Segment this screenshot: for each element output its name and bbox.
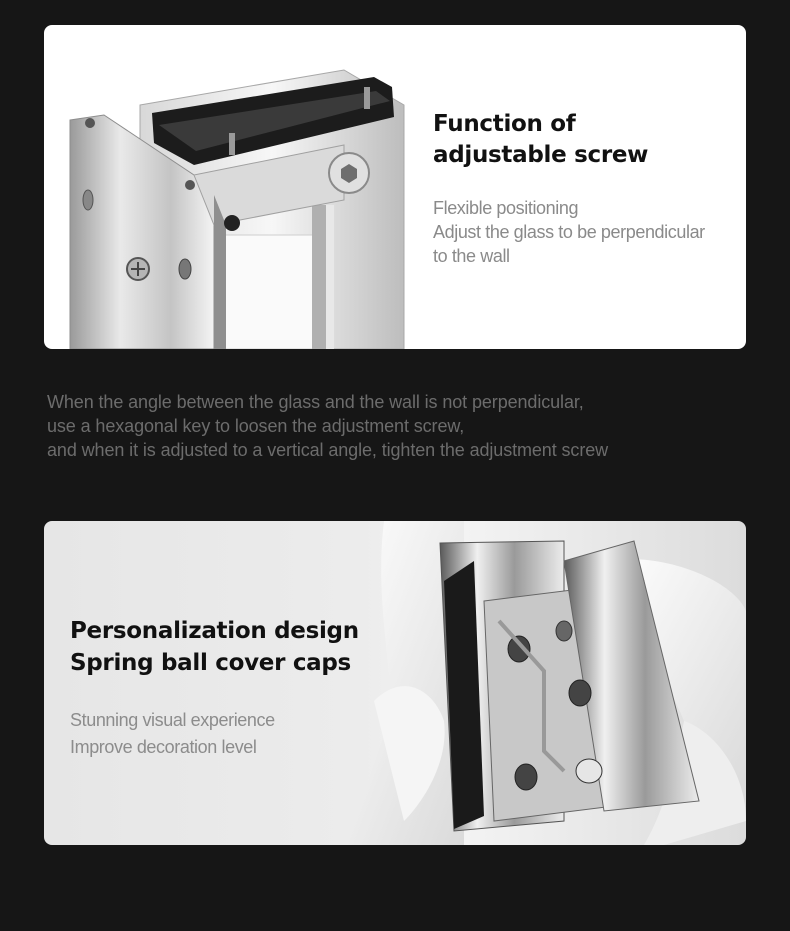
section2-title-line-1: Personalization design [70,618,359,644]
section1-description [433,196,705,268]
feature-card-spring-ball-caps [44,521,746,845]
section1-sub-line-3: to the wall [433,246,510,266]
section2-sub-line-1: Stunning visual experience [70,710,275,730]
section2-sub-line-2: Improve decoration level [70,737,257,757]
instruction-line-1: When the angle between the glass and the wall is not perpendicular, [47,392,584,412]
section1-sub-line-2: Adjust the glass to be perpendicular [433,222,705,242]
section1-title-line-1: Function of [433,111,576,137]
hinge-clamp-product-image [44,25,746,349]
adjustment-instructions [47,390,747,462]
feature-card-adjustable-screw [44,25,746,349]
section1-title [433,109,648,171]
section1-title-line-2: adjustable screw [433,142,649,168]
section2-title-line-2: Spring ball cover caps [70,650,351,676]
section2-description [70,707,275,761]
section1-sub-line-1: Flexible positioning [433,198,579,218]
instruction-line-2: use a hexagonal key to loosen the adjustment screw, [47,416,465,436]
section2-title [70,615,359,679]
instruction-line-3: and when it is adjusted to a vertical angle, tighten the adjustment screw [47,440,609,460]
hinge-in-gloved-hands-image [44,521,746,845]
